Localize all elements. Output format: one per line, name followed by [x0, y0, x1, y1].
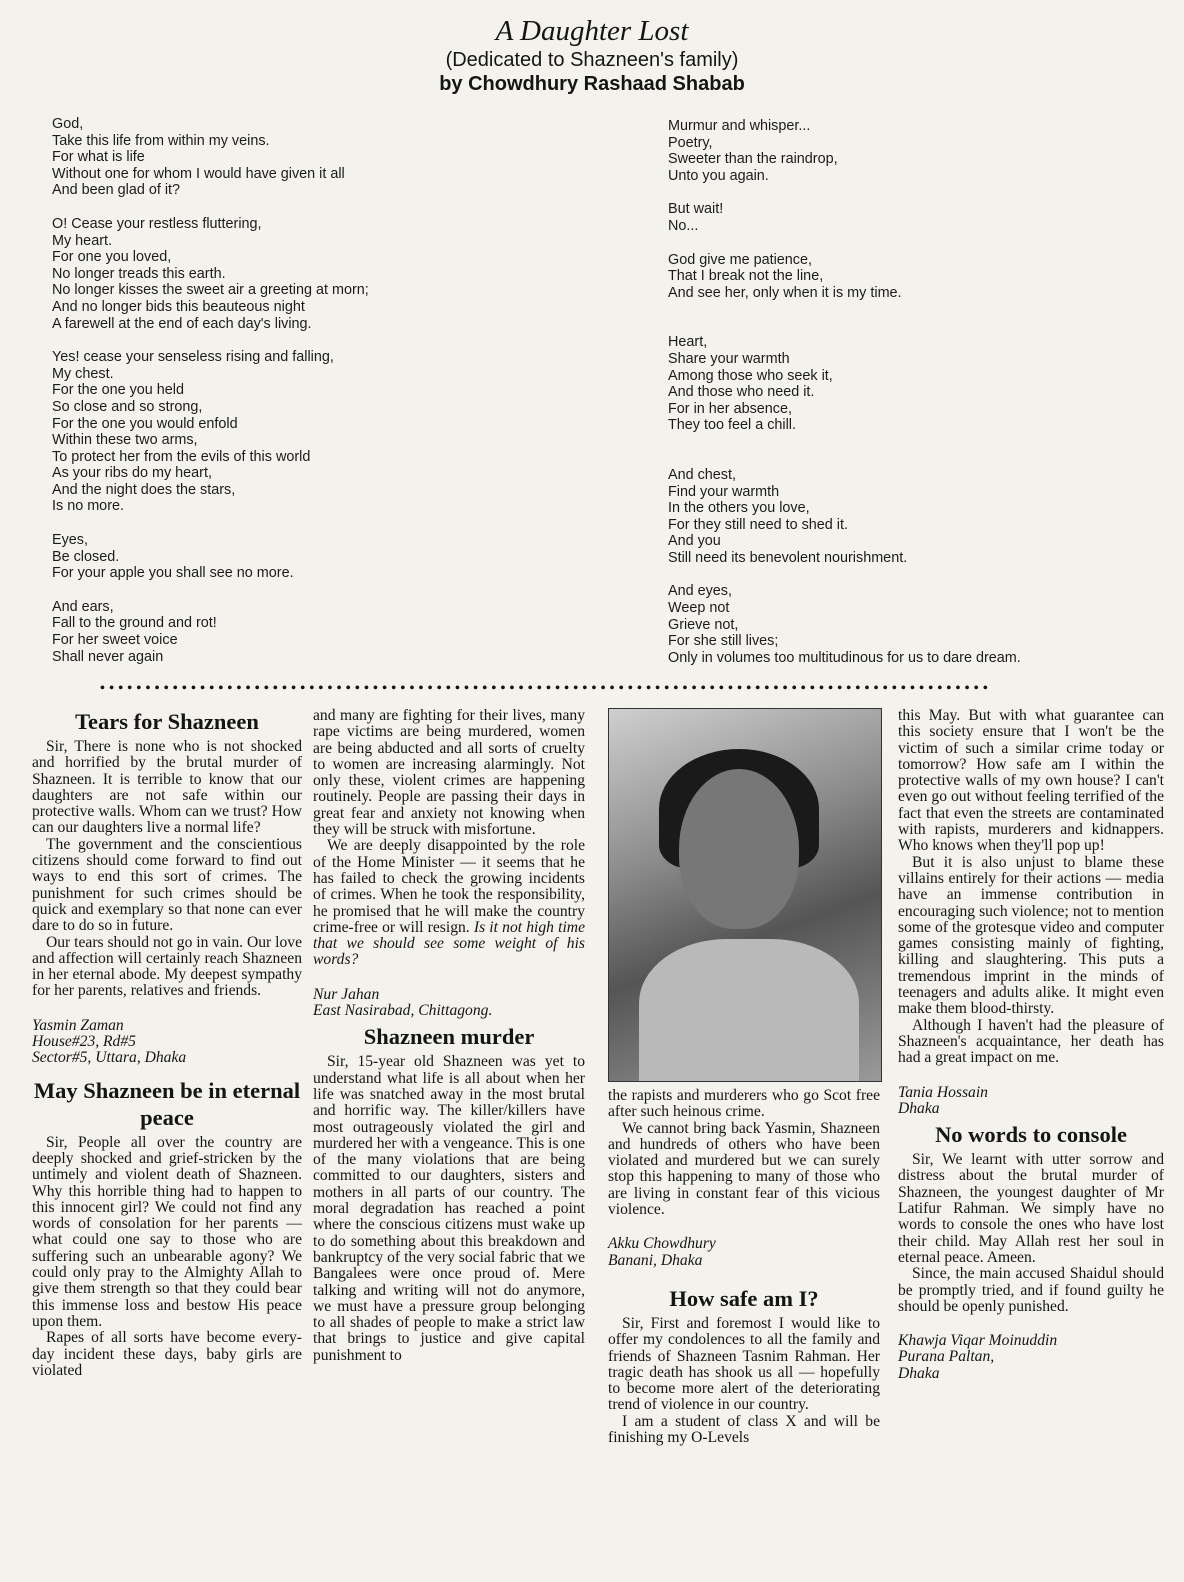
poem-line: For your apple you shall see no more.	[52, 565, 294, 582]
letter-paragraph: Sir, People all over the country are deeply shocked and grief-stricken by the untimely and violent death of Shazneen. Why this horrible thing had to happen to this innocent girl? We could not find any words of consolation for her parents — what could one say to those who are suffering such an unbearable agony? We could only pray to the Almighty Allah to give them strength so that they could bear this immense loss and bestow His peace upon them.	[32, 1133, 302, 1330]
letter-signature	[898, 1333, 1164, 1382]
poem-line: No longer treads this earth.	[52, 265, 226, 282]
poem-line: For what is life	[52, 149, 145, 166]
letter-text: We are deeply disappointed by the role of the Home Minister — it seems that he has failed to check the growing incidents of crimes. When he took the responsibility, he promised that he will make the country crime-free or will resign.	[313, 837, 585, 936]
poem-line: And no longer bids this beauteous night	[52, 298, 305, 315]
poem-line: Still need its benevolent nourishment.	[668, 549, 908, 566]
letter-paragraph: We cannot bring back Yasmin, Shazneen and hundreds of others who have been violated and murdered but we can surely stop this happening to many of those who are living in constant fear of this vicious violence.	[608, 1119, 880, 1219]
signature-address: Dhaka	[898, 1099, 940, 1117]
poem-title: A Daughter Lost	[495, 15, 689, 47]
letter-paragraph: Since, the main accused Shaidul should be promptly tried, and if found guilty he should be openly punished.	[898, 1265, 1164, 1315]
poem-line: In the others you love,	[668, 500, 810, 517]
poem-line: Poetry,	[668, 134, 713, 151]
letters-column-1	[32, 708, 302, 1379]
signature-address: House#23, Rd#5	[32, 1033, 136, 1051]
letter-paragraph: I am a student of class X and will be finishing my O-Levels	[608, 1412, 880, 1447]
letter-signature	[313, 987, 585, 1020]
shazneen-photo	[608, 708, 882, 1082]
letter-headline-safe: How safe am I?	[669, 1285, 819, 1311]
poem-stanza	[668, 467, 1168, 567]
letter-paragraph: Rapes of all sorts have become every-day incident these days, baby girls are violated	[32, 1329, 302, 1379]
poem-line: To protect her from the evils of this world	[52, 448, 311, 465]
poem-line: Unto you again.	[668, 167, 769, 184]
poem-line: And you	[668, 533, 721, 550]
letter-paragraph	[313, 838, 585, 968]
poem-line: No...	[668, 217, 699, 234]
poem-stanza	[52, 349, 612, 515]
letter-signature	[608, 1236, 880, 1269]
poem-stanza	[668, 583, 1168, 666]
signature-name: Yasmin Zaman	[32, 1016, 124, 1034]
poem-left-column	[52, 116, 612, 682]
letter-headline-console: No words to console	[935, 1122, 1127, 1148]
poem-line: Without one for whom I would have given it all	[52, 165, 345, 182]
signature-name: Akku Chowdhury	[608, 1235, 716, 1253]
poem-dedication: (Dedicated to Shazneen's family)	[445, 49, 739, 71]
poem-line: They too feel a chill.	[668, 417, 796, 434]
letter-headline-murder: Shazneen murder	[363, 1024, 535, 1050]
poem-line: Grieve not,	[668, 616, 739, 633]
poem-line: Only in volumes too multitudinous for us to dare dream.	[668, 649, 1021, 666]
signature-name: Khawja Viqar Moinuddin	[898, 1332, 1058, 1350]
poem-line: Be closed.	[52, 548, 120, 565]
poem-header	[0, 14, 1184, 96]
poem-line: Take this life from within my veins.	[52, 132, 270, 149]
signature-name: Tania Hossain	[898, 1083, 988, 1101]
poem-line: For she still lives;	[668, 633, 779, 650]
poem-line: So close and so strong,	[52, 398, 203, 415]
letter-paragraph: Sir, We learnt with utter sorrow and distress about the brutal murder of Shazneen, the youngest daughter of Mr Latifur Rahman. We simply have no words to console the ones who have lost their child. May Allah rest her soul in eternal peace. Ameen.	[898, 1151, 1164, 1266]
poem-line: As your ribs do my heart,	[52, 465, 212, 482]
poem-right-column	[668, 118, 1168, 683]
poem-line: Share your warmth	[668, 350, 790, 367]
letter-paragraph: The government and the conscientious citizens should come forward to find out ways to end this sort of crimes. The punishment for such crimes should be quick and exemplary so that none can ever dare to do so in future.	[32, 835, 302, 935]
letters-column-2	[313, 708, 585, 1364]
poem-line: And eyes,	[668, 583, 732, 600]
signature-address: East Nasirabad, Chittagong.	[313, 1002, 493, 1020]
poem-line: My heart.	[52, 232, 112, 249]
poem-line: Among those who seek it,	[668, 367, 833, 384]
poem-line: For her sweet voice	[52, 632, 178, 649]
letter-paragraph: and many are fighting for their lives, many rape victims are being murdered, women are being abducted and all sorts of cruelty to women are increasing alarmingly. Not only these, violent crimes are happening routinely. People are passing their days in great fear and anxiety not knowing when they will be struck with misfortune.	[313, 707, 585, 839]
letter-headline-peace: May Shazneen be in eternal peace	[33, 1077, 301, 1130]
poem-line: For the one you would enfold	[52, 415, 238, 432]
letter-paragraph: Sir, 15-year old Shazneen was yet to understand what life is all about when her life was snatched away in the most brutal and horrific way. The killer/killers have most outrageously violated the girl and murdered her with a vengeance. This is one of the many violations that are being committed to our daughters, sisters and mothers in all parts of our country. The moral degradation has reached a point where the conscious citizens must wake up to do something about this breakdown and bankruptcy of the very social fabric that we Bangalees were once proud of. Mere talking and writing will not do anymore, we must have a pressure group belonging to all shades of people to make a strict law that brings to justice and give capital punishment to	[313, 1053, 585, 1364]
poem-line: And ears,	[52, 598, 114, 615]
poem-stanza	[52, 532, 612, 582]
poem-line: For they still need to shed it.	[668, 516, 848, 533]
poem-line: And see her, only when it is my time.	[668, 284, 902, 301]
signature-address: Sector#5, Uttara, Dhaka	[32, 1049, 187, 1067]
letter-text-italic: Is it not high time that we should see some weight of his words?	[313, 918, 585, 969]
poem-line: That I break not the line,	[668, 268, 824, 285]
letter-headline-tears: Tears for Shazneen	[75, 709, 259, 734]
poem-line: Heart,	[668, 334, 708, 351]
letter-paragraph: Sir, First and foremost I would like to offer my condolences to all the family and friends of Shazneen Tasnim Rahman. Her tragic death has shook us all — hopefully to become more alert of the deteriorating trend of violence in our country.	[608, 1314, 880, 1414]
poem-stanza	[52, 216, 612, 332]
letters-column-4	[898, 708, 1164, 1382]
poem-line: O! Cease your restless fluttering,	[52, 215, 262, 232]
letter-paragraph: Although I haven't had the pleasure of Shazneen's acquaintance, her death has had a great impact on me.	[898, 1016, 1164, 1067]
section-divider: ••••••••••••••••••••••••••••••••••••••••••••••••••••••••••••••••••••••••••••••••••••••••••••••••••	[100, 684, 992, 694]
letter-signature	[898, 1085, 1164, 1118]
signature-address: Purana Paltan,	[898, 1348, 995, 1366]
poem-line: And been glad of it?	[52, 182, 181, 199]
poem-line: Sweeter than the raindrop,	[668, 151, 838, 168]
poem-line: Shall never again	[52, 648, 164, 665]
letter-paragraph: the rapists and murderers who go Scot free after such heinous crime.	[608, 1087, 880, 1121]
signature-address: Dhaka	[898, 1364, 940, 1382]
poem-line: Within these two arms,	[52, 432, 198, 449]
poem-stanza	[668, 252, 1168, 302]
poem-stanza	[668, 334, 1168, 434]
letter-paragraph: But it is also unjust to blame these villains entirely for their actions — media have an immense contribution in encouraging such violence; not to mention some of the grotesque video and computer games consisting mainly of fighting, killing and slaughtering. This puts a tremendous imprint in the minds of teenagers and adults alike. It might even make them blood-thirsty.	[898, 853, 1164, 1018]
poem-stanza	[52, 116, 612, 199]
poem-line: Yes! cease your senseless rising and falling,	[52, 349, 334, 366]
poem-line: Is no more.	[52, 498, 124, 515]
poem-stanza	[668, 201, 1168, 234]
poem-line: My chest.	[52, 365, 114, 382]
letter-paragraph: this May. But with what guarantee can this society ensure that I won't be the victim of such a similar crime today or tomorrow? How safe am I within the protective walls of my own house? I can't even go out without feeling terrified of the fact that even the streets are contaminated with rapists, murderers and kidnappers. Who knows when they'll pop up!	[898, 707, 1164, 855]
letter-paragraph: Sir, There is none who is not shocked and horrified by the brutal murder of Shazneen. It is terrible to know that our daughters are not safe within our protective walls. Whom can we trust? How can our daughters live a normal life?	[32, 738, 302, 837]
poem-line: For in her absence,	[668, 400, 792, 417]
poem-line: And those who need it.	[668, 384, 815, 401]
poem-line: A farewell at the end of each day's living.	[52, 315, 312, 332]
poem-line: Weep not	[668, 600, 730, 617]
poem-line: Eyes,	[52, 532, 88, 549]
signature-name: Nur Jahan	[313, 985, 380, 1003]
poem-line: But wait!	[668, 201, 724, 218]
poem-line: For the one you held	[52, 382, 185, 399]
poem-stanza	[52, 599, 612, 665]
poem-line: God give me patience,	[668, 251, 812, 268]
poem-line: And the night does the stars,	[52, 481, 236, 498]
poem-line: Murmur and whisper...	[668, 118, 811, 134]
poem-stanza	[668, 118, 1168, 184]
poem-line: Find your warmth	[668, 483, 780, 500]
letters-column-3	[608, 708, 880, 1446]
signature-address: Banani, Dhaka	[608, 1251, 703, 1269]
poem-line: No longer kisses the sweet air a greeting at morn;	[52, 282, 369, 299]
poem-byline: by Chowdhury Rashaad Shabab	[439, 73, 745, 95]
poem-line: And chest,	[668, 466, 736, 483]
letter-paragraph: Our tears should not go in vain. Our love and affection will certainly reach Shazneen in her eternal abode. My deepest sympathy for her parents, relatives and friends.	[32, 933, 302, 1000]
poem-line: For one you loved,	[52, 249, 172, 266]
poem-line: God,	[52, 116, 84, 132]
poem-line: Fall to the ground and rot!	[52, 615, 217, 632]
letter-signature	[32, 1018, 302, 1067]
